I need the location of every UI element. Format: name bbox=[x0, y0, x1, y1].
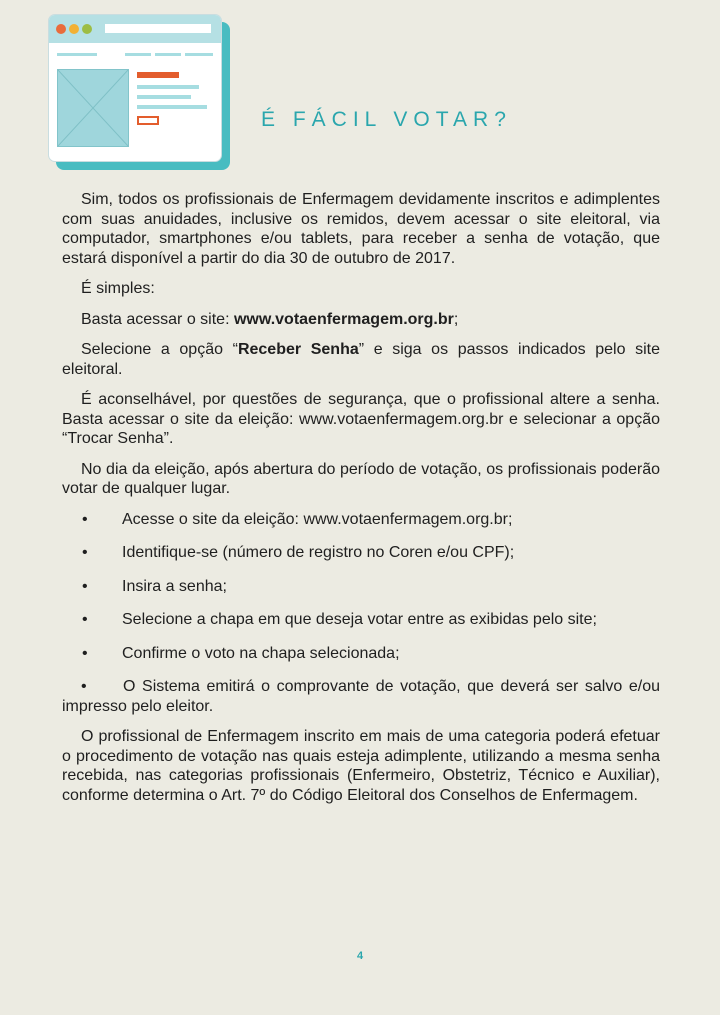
orange-button-shape bbox=[137, 116, 159, 125]
text-line bbox=[137, 95, 191, 99]
bullet-icon: • bbox=[82, 577, 88, 595]
site-link: www.votaenfermagem.org.br bbox=[233, 310, 454, 328]
list-item: • Acesse o site da eleição: www.votaenfermagem.org.br; bbox=[82, 510, 513, 528]
body-text bbox=[62, 190, 660, 816]
receive-password-option: Receber Senha bbox=[237, 341, 359, 358]
orange-heading-bar bbox=[137, 72, 179, 78]
paragraph-simple: É simples: bbox=[81, 280, 155, 297]
illustration-title-bar bbox=[49, 15, 221, 43]
paragraph-multiple-categories: O profissional de Enfermagem inscrito em mais de uma categoria poderá efetuar o procedimento de votação nas quais esteja adimplente, utilizando a mesma senha recebida, nas categorias profissionais (Enfermeiro, Obstetriz, Técnico e Auxiliar), conforme determina o Art. 7º do Código Eleitoral dos Conselhos de Enfermagem. bbox=[62, 728, 660, 804]
paragraph-intro: Sim, todos os profissionais de Enfermagem devidamente inscritos e adimplentes com suas anuidades, inclusive os remidos, devem acessar o site eleitoral, via computador, smartphones e/ou tablets, para receber a senha de votação, que estará disponível a partir do dia 30 de outubro de 2017. bbox=[62, 191, 660, 267]
yellow-dot-icon bbox=[69, 24, 79, 34]
nav-line bbox=[57, 53, 97, 56]
paragraph-election-day: No dia da eleição, após abertura do período de votação, os profissionais poderão votar de qualquer lugar. bbox=[62, 460, 660, 497]
paragraph-site: Basta acessar o site: www.votaenfermagem.org.br; bbox=[81, 310, 459, 328]
nav-line bbox=[125, 53, 151, 56]
text-line bbox=[137, 85, 199, 89]
bullet-icon: • bbox=[82, 544, 88, 561]
list-item: • Confirme o voto na chapa selecionada; bbox=[82, 644, 400, 662]
url-bar-shape bbox=[105, 24, 211, 33]
red-dot-icon bbox=[56, 24, 66, 34]
bullet-icon: • bbox=[82, 611, 88, 628]
list-item: • Insira a senha; bbox=[82, 577, 227, 595]
list-item: • Selecione a chapa em que deseja votar entre as exibidas pelo site; bbox=[82, 611, 597, 628]
bullet-icon: • bbox=[81, 678, 87, 695]
browser-window-illustration bbox=[48, 14, 230, 170]
illustration-window bbox=[48, 14, 222, 162]
page-title: É FÁCIL VOTAR? bbox=[261, 108, 512, 131]
image-placeholder-icon bbox=[57, 69, 129, 147]
bullet-icon: • bbox=[82, 510, 88, 528]
paragraph-receive-password: Selecione a opção “Receber Senha” e siga os passos indicados pelo site eleitoral. bbox=[62, 341, 661, 378]
text-line bbox=[137, 105, 207, 109]
list-item: • Identifique-se (número de registro no Coren e/ou CPF); bbox=[82, 544, 515, 561]
nav-line bbox=[155, 53, 181, 56]
nav-line bbox=[185, 53, 213, 56]
page-number: 4 bbox=[356, 950, 364, 962]
list-item: • O Sistema emitirá o comprovante de votação, que deverá ser salvo e/ou impresso pelo eleitor. bbox=[62, 678, 660, 715]
bullet-icon: • bbox=[82, 644, 88, 662]
green-dot-icon bbox=[82, 24, 92, 34]
paragraph-security: É aconselhável, por questões de segurança, que o profissional altere a senha. Basta acessar o site da eleição: www.votaenfermagem.org.br e selecionar a opção “Trocar Senha”. bbox=[62, 391, 660, 447]
